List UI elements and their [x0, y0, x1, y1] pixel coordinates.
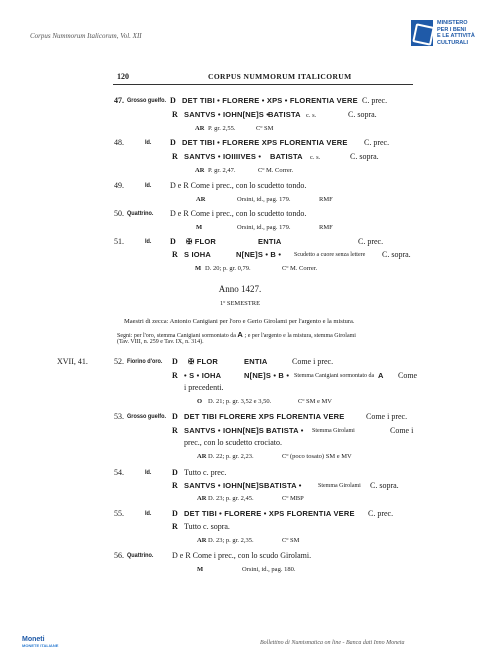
entry-49-text: D e R Come i prec., con lo scudetto tondo.: [170, 181, 307, 190]
entry-47-reverse-label: R: [172, 110, 178, 119]
mint-signs-text: Segni: per l'oro, stemma Canigiani sormontato da: [117, 333, 236, 339]
entry-51-metal: M: [195, 265, 202, 272]
entry-51-reverse-legend: S IOHA: [184, 250, 212, 259]
entry-48-reverse-legend: SANTVS • IOIIIIVES •: [184, 152, 262, 161]
entry-47-metal: AR: [195, 125, 205, 132]
entry-53-denomination: Grosso guelfo.: [127, 413, 166, 420]
entry-47-obverse-label: D: [170, 96, 176, 105]
entry-49-collection: RMF: [319, 196, 333, 203]
entry-55-weight: D. 23; p. gr. 2,35.: [208, 537, 254, 544]
entry-54-number: 54.: [114, 468, 124, 477]
entry-56-text: D e R Come i prec., con lo scudo Girolami.: [172, 551, 312, 560]
entry-53-obverse-note: Come i prec.: [366, 412, 408, 421]
entry-51-reverse-note: Scudetto a cuore senza lettere: [294, 252, 366, 258]
semester-heading: 1º SEMESTRE: [219, 300, 261, 307]
entry-50-reference: Orsini, id., pag. 179.: [237, 224, 291, 231]
header-series: Corpus Nummorum Italicorum, Vol. XII: [30, 32, 142, 40]
entry-50-metal: M: [196, 224, 203, 231]
entry-50-number: 50.: [114, 209, 124, 218]
entry-56-denomination: Quattrino.: [127, 552, 154, 559]
entry-54-reverse-label: R: [172, 481, 178, 490]
entry-47-number: 47.: [114, 96, 124, 105]
entry-55-metal: AR: [197, 537, 207, 544]
entry-54-obverse-label: D: [172, 468, 178, 477]
entry-51-reverse-label: R: [172, 250, 178, 259]
entry-48-reverse-label: R: [172, 152, 178, 161]
page-title: CORPUS NUMMORUM ITALICORUM: [208, 72, 352, 81]
entry-55-number: 55.: [114, 509, 124, 518]
entry-51-collection: Cº M. Correr.: [282, 265, 318, 272]
entry-53-reverse-label: R: [172, 426, 178, 435]
entry-54-reverse-note-2: C. sopra.: [370, 481, 399, 490]
entry-47-reverse-note-2: C. sopra.: [348, 110, 377, 119]
entry-53-weight: D. 22; p. gr. 2,23.: [208, 453, 254, 460]
entry-47-weight: P. gr. 2,55.: [208, 125, 236, 132]
entry-54-reverse-note: Stemma Girolami: [318, 483, 361, 489]
entry-51-number: 51.: [114, 237, 124, 246]
entry-50-collection: RMF: [319, 224, 333, 231]
footer-logo-subtext: MONETE ITALIANE: [22, 643, 59, 648]
footer-credit: Bollettino di Numismatica on line - Banca dati Inno Moneta: [260, 640, 405, 646]
entry-53-reverse-continuation: prec., con lo scudetto crociato.: [184, 438, 282, 447]
entry-47-reverse-legend: SANTVS • IOHN[NE]S •: [184, 110, 270, 119]
entry-55-reverse-text: Tutto c. sopra.: [184, 522, 230, 531]
footer-logo-text: Moneti: [22, 636, 45, 643]
entry-48-obverse-legend: DET TIBI • FLORERE XPS FLORENTIA VERE: [182, 138, 348, 147]
ministry-logo[interactable]: [411, 18, 480, 50]
entry-52-plate-ref: XVII, 41.: [57, 357, 88, 366]
entry-52-obverse-legend-2: ENTIA: [244, 357, 268, 366]
entry-54-reverse-legend-2: BATISTA •: [264, 481, 302, 490]
entry-47-obverse-note: C. prec.: [362, 96, 388, 105]
entry-52-reverse-note: Stemma Canigiani sormontato da: [294, 373, 375, 379]
entry-49-reference: Orsini, id., pag. 179.: [237, 196, 291, 203]
entry-52-reverse-legend: • S • IOHA: [184, 371, 222, 380]
entry-55-collection: Cº SM: [282, 537, 300, 544]
entry-55-obverse-label: D: [172, 509, 178, 518]
entry-53-reverse-note-2: Come i: [390, 426, 414, 435]
entry-48-obverse-note: C. prec.: [364, 138, 390, 147]
entry-53-number: 53.: [114, 412, 124, 421]
year-heading: Anno 1427.: [218, 284, 262, 294]
page-number: 120: [117, 72, 129, 81]
entry-49-number: 49.: [114, 181, 124, 190]
entry-53-reverse-note: Stemma Girolami: [312, 428, 355, 434]
entry-48-collection: Cº M. Correr.: [258, 167, 294, 174]
entry-51-obverse-label: D: [170, 237, 176, 246]
entry-54-collection: Cº MBP: [282, 495, 304, 502]
entry-52-obverse-note: Come i prec.: [292, 357, 334, 366]
entry-54-metal: AR: [197, 495, 207, 502]
entry-48-reverse-legend-2: BATISTA: [270, 152, 303, 161]
entry-51-obverse-legend: ✠ FLOR: [186, 237, 216, 246]
entry-51-obverse-legend-2: ENTIA: [258, 237, 282, 246]
entry-48-obverse-label: D: [170, 138, 176, 147]
mint-signs-plates: (Tav. VIII, n. 259 e Tav. IX, n. 314).: [117, 339, 204, 345]
ministry-logo-text: MINISTERO PER I BENI E LE ATTIVITÀ CULTURALI: [437, 20, 475, 46]
entry-51-weight: D. 20; p. gr. 0,79.: [205, 265, 251, 272]
entry-56-number: 56.: [114, 551, 124, 560]
entry-52-reverse-label: R: [172, 371, 178, 380]
entry-54-denomination: Id.: [145, 469, 152, 476]
entry-47-reverse-note: c. s.: [306, 112, 317, 119]
entry-52-obverse-label: D: [172, 357, 178, 366]
entry-49-metal: AR: [196, 196, 206, 203]
entry-52-reverse-continuation: i precedenti.: [184, 383, 224, 392]
entry-53-obverse-label: D: [172, 412, 178, 421]
mint-masters: Maestri di zecca: Antonio Canigiani per l'oro e Gerio Girolami per l'argento e la mistura.: [124, 318, 355, 325]
entry-53-reverse-legend: SANTVS • IOHN[NE]S •: [184, 426, 270, 435]
entry-52-reverse-note-2: Come: [398, 371, 418, 380]
entry-51-denomination: Id.: [145, 238, 152, 245]
entry-52-reverse-mark: A: [378, 371, 384, 380]
entry-53-obverse-legend: DET TIBI FLORERE XPS FLORENTIA VERE: [184, 412, 345, 421]
entry-51-obverse-note: C. prec.: [358, 237, 384, 246]
entry-51-reverse-note-2: C. sopra.: [382, 250, 411, 259]
ministry-emblem-icon: [411, 20, 433, 46]
entry-47-collection: Cº SM: [256, 125, 274, 132]
entry-52-denomination: Fiorino d'oro.: [127, 358, 163, 365]
entry-48-metal: AR: [195, 167, 205, 174]
entry-56-metal: M: [197, 566, 204, 573]
entry-54-reverse-legend: SANTVS • IOHN[NE]S: [184, 481, 264, 490]
entry-48-denomination: Id.: [145, 139, 152, 146]
entry-52-obverse-legend: ✠ FLOR: [188, 357, 218, 366]
entry-48-number: 48.: [114, 138, 124, 147]
entry-54-obverse-text: Tutto c. prec.: [184, 468, 227, 477]
entry-53-reverse-legend-2: BATISTA •: [266, 426, 304, 435]
entry-53-collection: Cº (poco tosato) SM e MV: [282, 453, 352, 460]
entry-47-obverse-legend: DET TIBI • FLORERE • XPS • FLORENTIA VERE: [182, 96, 358, 105]
entry-52-collection: Cº SM e MV: [298, 398, 332, 405]
entry-47-reverse-legend-2: BATISTA: [268, 110, 301, 119]
entry-50-denomination: Quattrino.: [127, 210, 154, 217]
entry-51-reverse-legend-2: N[NE]S • B •: [236, 250, 282, 259]
entry-52-metal: O: [197, 398, 203, 405]
mint-signs-mark: A: [237, 330, 244, 339]
entry-55-denomination: Id.: [145, 510, 152, 517]
entry-53-metal: AR: [197, 453, 207, 460]
header-rule: [113, 84, 413, 85]
entry-47-denomination: Grosso guelfo.: [127, 97, 166, 104]
entry-54-weight: D. 23; p. gr. 2,45.: [208, 495, 254, 502]
entry-48-weight: P. gr. 2,47.: [208, 167, 236, 174]
entry-48-reverse-note: c. s.: [310, 154, 321, 161]
entry-56-reference: Orsini, id., pag. 180.: [242, 566, 296, 573]
entry-55-obverse-legend: DET TIBI • FLORERE • XPS FLORENTIA VERE: [184, 509, 355, 518]
entry-50-text: D e R Come i prec., con lo scudetto tondo.: [170, 209, 307, 218]
entry-52-weight: D. 21; p. gr. 3,52 e 3,50.: [208, 398, 272, 405]
entry-48-reverse-note-2: C. sopra.: [350, 152, 379, 161]
entry-55-reverse-label: R: [172, 522, 178, 531]
entry-52-reverse-legend-2: N[NE]S • B •: [244, 371, 290, 380]
footer-logo[interactable]: [22, 636, 58, 648]
mint-signs-text-2: ; e per l'argento e la mistura, stemma Girolami: [244, 333, 356, 339]
entry-49-denomination: Id.: [145, 182, 152, 189]
entry-55-obverse-note: C. prec.: [368, 509, 394, 518]
entry-52-number: 52.: [114, 357, 124, 366]
